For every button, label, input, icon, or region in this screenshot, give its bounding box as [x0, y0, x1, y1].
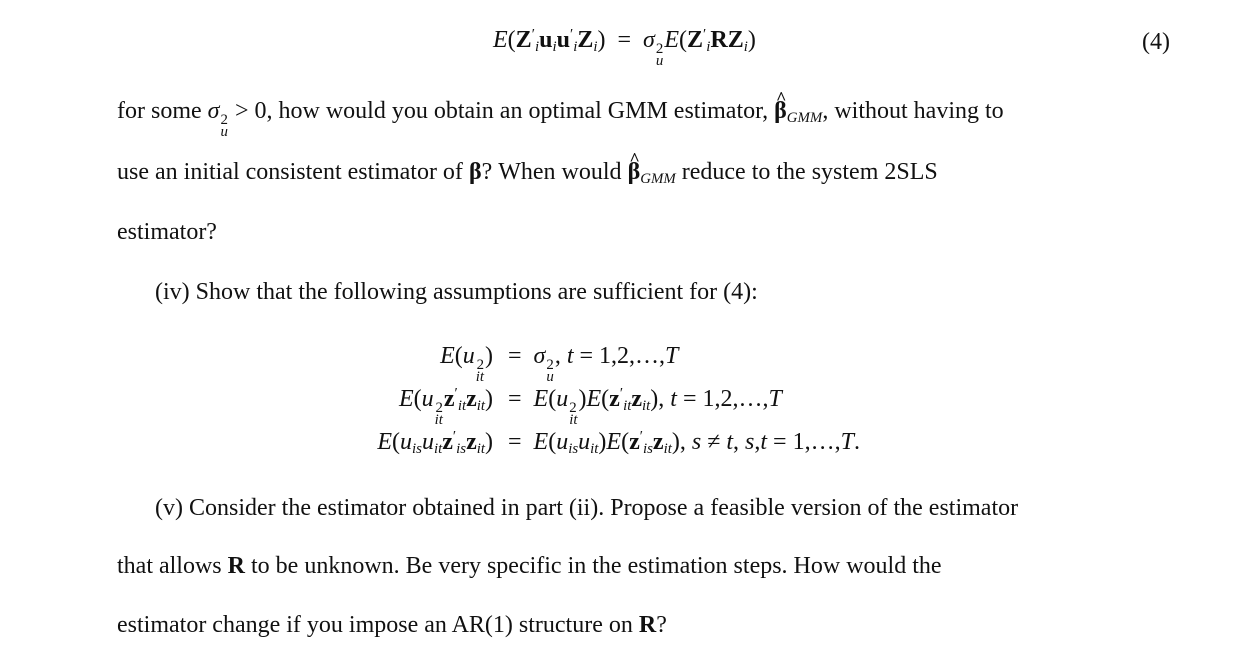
part-v-line-2: that allows R to be unknown. Be very specific in the estimation steps. How would the [117, 553, 942, 579]
part-iv-text: (iv) Show that the following assumptions are sufficient for (4): [155, 279, 758, 305]
equation-number: (4) [1142, 29, 1170, 55]
paragraph-line-1: for some σ 2 u > 0, how would you obtain an optimal GMM estimator, ^ $\beta_{GMM}$, without having to [117, 99, 1004, 139]
paragraph-line-1-text-a: for some [117, 98, 202, 124]
part-v-line-2-text-b: to be unknown. Be very specific in the estimation steps. How would the [251, 553, 942, 579]
paragraph-line-1-text-b: , how would you obtain an optimal GMM estimator, [266, 98, 769, 124]
paragraph-line-2-text-c: reduce to the system 2SLS [681, 159, 938, 185]
paragraph-line-2-text-b: ? When would [481, 159, 622, 185]
part-v-line-2-text-a: that allows [117, 553, 222, 579]
equation-4: $E(Z'_iu_iu'_iZ_i) = \sigma$ 2 u $E(Z'_iRZ_i)$ [493, 26, 756, 69]
part-v-line-1: (v) Consider the estimator obtained in part (ii). Propose a feasible version of the estimator [155, 495, 1019, 521]
part-v-line-3-text-a: estimator change if you impose an AR(1) structure on [117, 612, 633, 638]
part-v-line-3: estimator change if you impose an AR(1) structure on R? [117, 612, 667, 638]
paragraph-line-3: estimator? [117, 219, 217, 245]
paragraph-line-2: use an initial consistent estimator of β? When would ^ $\beta_{GMM}$ reduce to the system 2SLS [117, 160, 938, 184]
part-v-line-3-text-b: ? [656, 612, 667, 638]
paragraph-line-1-text-c: , without having to [822, 98, 1004, 124]
paragraph-line-2-text-a: use an initial consistent estimator of [117, 159, 463, 185]
